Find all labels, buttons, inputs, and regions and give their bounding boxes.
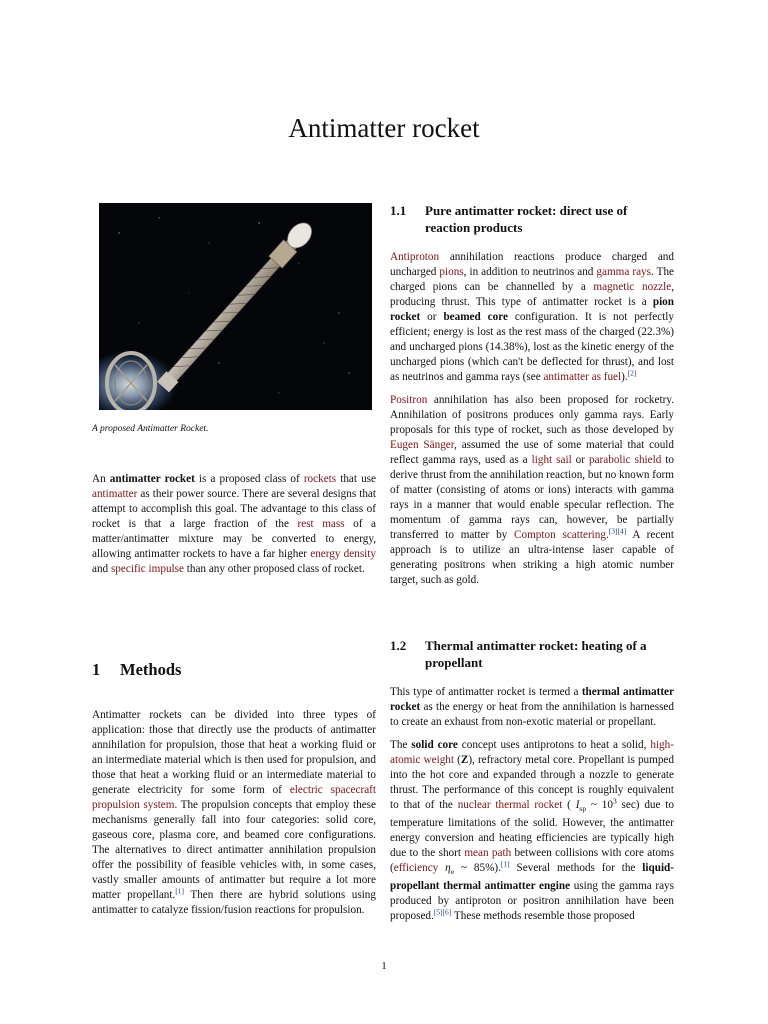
text: sec) due to temperature limitations of the solid. However, the antimatter energy conversion and heating efficiencies are typically high due to the short bbox=[390, 799, 674, 860]
citation[interactable]: [3][4] bbox=[608, 526, 627, 536]
text: , in addition to neutrinos and bbox=[463, 266, 597, 278]
intro-paragraph bbox=[92, 472, 376, 577]
text: , assumed the use of some material that could reflect gamma rays, used as a bbox=[390, 439, 675, 466]
section-title: Methods bbox=[120, 660, 182, 679]
link-high-atomic-weight[interactable]: high-atomic weight bbox=[390, 739, 674, 766]
math-symbol: η bbox=[445, 862, 451, 875]
math-subscript: sp bbox=[579, 804, 587, 814]
positron-paragraph bbox=[390, 393, 674, 588]
figure-caption: A proposed Antimatter Rocket. bbox=[92, 424, 209, 434]
intro-paragraph-block bbox=[92, 472, 376, 585]
term: thermal antimatter rocket bbox=[390, 686, 674, 713]
section-number: 1 bbox=[92, 660, 101, 679]
text: Then there are hybrid solutions using antimatter to catalyze fission/fusion reactions for propulsion. bbox=[92, 889, 376, 916]
subsection-number: 1.1 bbox=[390, 203, 407, 218]
text: or bbox=[571, 454, 589, 466]
term: beamed core bbox=[443, 311, 508, 323]
page-number: 1 bbox=[381, 960, 387, 972]
text: ), refractory metal core. Propellant is pumped into the hot core and expanded through a nozzle to generate thrust. The performance of this concept is roughly equivalent to that of the bbox=[390, 754, 674, 811]
text: annihilation has also been proposed for rocketry. Annihilation of positrons produces only gamma rays. Early proposals for this type of rocket, such as those developed by bbox=[390, 394, 674, 436]
subsection-title: Thermal antimatter rocket: heating of a propellant bbox=[425, 638, 647, 670]
link-light-sail[interactable]: light sail bbox=[531, 454, 572, 466]
text: ~ 10 bbox=[586, 799, 613, 811]
term: liquid-propellant thermal antimatter engine bbox=[390, 862, 674, 893]
text: . The propulsion concepts that employ these mechanisms generally fall into four categories: solid core, gaseous core, plasma core, and beamed core configurations. The alternatives to direct antimatter annihilation propulsion offer the possibility of feasible vehicles with, in some cases, vastly smaller amounts of antimatter but require a lot more matter propellant. bbox=[92, 799, 377, 901]
methods-paragraph bbox=[92, 708, 376, 918]
rocket-illustration-graphic bbox=[99, 203, 372, 410]
link-antiproton[interactable]: Antiproton bbox=[390, 251, 440, 263]
link-rest-mass[interactable]: rest mass bbox=[297, 518, 345, 530]
text: , producing thrust. This type of antimatter rocket is a bbox=[390, 281, 674, 308]
link-efficiency[interactable]: efficiency bbox=[393, 862, 439, 875]
text: as the energy or heat from the annihilation is harnessed to create an exhaust from non-exotic material or propellant. bbox=[390, 701, 674, 728]
text: ~ 85%). bbox=[454, 862, 501, 875]
link-mean-path[interactable]: mean path bbox=[464, 847, 512, 860]
subsection-title: Pure antimatter rocket: direct use of reaction products bbox=[425, 203, 628, 235]
link-antimatter-as-fuel[interactable]: antimatter as fuel bbox=[543, 371, 622, 383]
text: The bbox=[390, 739, 412, 751]
link-antimatter[interactable]: antimatter bbox=[92, 488, 138, 500]
text: and bbox=[92, 563, 111, 575]
methods-paragraph-block bbox=[92, 708, 376, 926]
link-gamma-rays[interactable]: gamma rays bbox=[596, 266, 651, 278]
link-eugen-sanger[interactable]: Eugen Sänger bbox=[390, 439, 455, 451]
text: A recent approach is to utilize an ultra-intense laser capable of generating positrons when striking a high atomic number target, such as gold. bbox=[390, 529, 674, 586]
text: annihilation reactions produce charged and uncharged bbox=[390, 251, 674, 278]
text: or bbox=[420, 311, 444, 323]
text: of a matter/antimatter mixture may be converted to energy, allowing antimatter rockets to have a far higher bbox=[92, 518, 376, 560]
text: Several methods for the bbox=[509, 862, 643, 875]
math-subscript: e bbox=[450, 867, 455, 877]
link-positron[interactable]: Positron bbox=[390, 394, 428, 406]
subsection-heading-1-1 bbox=[390, 202, 674, 236]
text: An bbox=[92, 473, 110, 485]
text: is a proposed class of bbox=[194, 473, 304, 485]
subsection-heading-1-2 bbox=[390, 637, 674, 671]
term: pion rocket bbox=[390, 296, 674, 323]
link-magnetic-nozzle[interactable]: magnetic nozzle bbox=[593, 281, 672, 293]
link-nuclear-thermal-rocket[interactable]: nuclear thermal rocket bbox=[457, 799, 563, 811]
text: ( bbox=[454, 754, 461, 766]
page-title: Antimatter rocket bbox=[288, 113, 480, 143]
text: that use bbox=[336, 473, 376, 485]
thermal-rocket-paragraph bbox=[390, 685, 674, 730]
section-heading-methods bbox=[92, 660, 181, 680]
text: as their power source. There are several designs that attempt to accomplish this goal. The advantage to this class of rocket is that a large fraction of the bbox=[92, 488, 376, 530]
text: This type of antimatter rocket is termed a bbox=[390, 686, 582, 698]
term: solid core bbox=[411, 739, 458, 751]
pion-rocket-paragraph bbox=[390, 250, 674, 385]
link-specific-impulse[interactable]: specific impulse bbox=[110, 563, 184, 575]
text: ( bbox=[562, 799, 576, 811]
term: antimatter rocket bbox=[109, 473, 195, 485]
text: configuration. It is not perfectly efficient; energy is lost as the rest mass of the charged (22.3%) and uncharged pions (14.38%), lost as the kinetic energy of the uncharged pions (which can't be deflected for thrust), and lost as neutrinos and gamma rays (see bbox=[390, 311, 675, 383]
text: . The charged pions can be channelled by a bbox=[390, 266, 675, 293]
link-electric-spacecraft-propulsion[interactable]: electric spacecraft propulsion system bbox=[92, 784, 376, 811]
link-energy-density[interactable]: energy density bbox=[310, 548, 376, 560]
rocket-illustration bbox=[99, 203, 372, 410]
text: to derive thrust from the annihilation reaction, but no known form of matter (consisting of atoms or ions) interacts with gamma rays in a manner that would enable specular reflection. The momentum of gamma rays can, however, be partially transferred to matter by bbox=[390, 454, 674, 541]
text: ). bbox=[621, 371, 628, 383]
text: . bbox=[605, 529, 609, 541]
text: than any other proposed class of rocket. bbox=[183, 563, 365, 575]
subsection-1-1 bbox=[390, 202, 674, 596]
citation[interactable]: [1] bbox=[500, 859, 510, 869]
text: using the gamma rays produced by antiproton or positron annihilation have been proposed. bbox=[390, 880, 674, 923]
math-exponent: 3 bbox=[612, 796, 617, 806]
subsection-number: 1.2 bbox=[390, 638, 407, 653]
solid-core-paragraph bbox=[390, 738, 674, 924]
text: These methods resemble those proposed bbox=[451, 910, 635, 923]
text: concept uses antiprotons to heat a solid, bbox=[457, 739, 651, 751]
link-compton-scattering[interactable]: Compton scattering bbox=[514, 529, 606, 541]
link-rockets[interactable]: rockets bbox=[303, 473, 337, 485]
link-parabolic-shield[interactable]: parabolic shield bbox=[588, 454, 662, 466]
term: Z bbox=[460, 754, 469, 766]
link-pions[interactable]: pions bbox=[439, 266, 464, 278]
citation[interactable]: [5][6] bbox=[433, 907, 452, 917]
citation[interactable]: [2] bbox=[627, 368, 637, 378]
math-symbol: I bbox=[575, 799, 580, 811]
citation[interactable]: [1] bbox=[175, 886, 185, 896]
text: between collisions with core atoms ( bbox=[390, 847, 674, 875]
subsection-1-2 bbox=[390, 637, 674, 932]
text: Antimatter rockets can be divided into three types of application: those that directly use the products of antimatter annihilation for propulsion, those that heat a working fluid or an intermediate material which is then used for propulsion, and those that heat a working fluid or an intermediate material to generate electricity for some form of bbox=[92, 709, 376, 796]
